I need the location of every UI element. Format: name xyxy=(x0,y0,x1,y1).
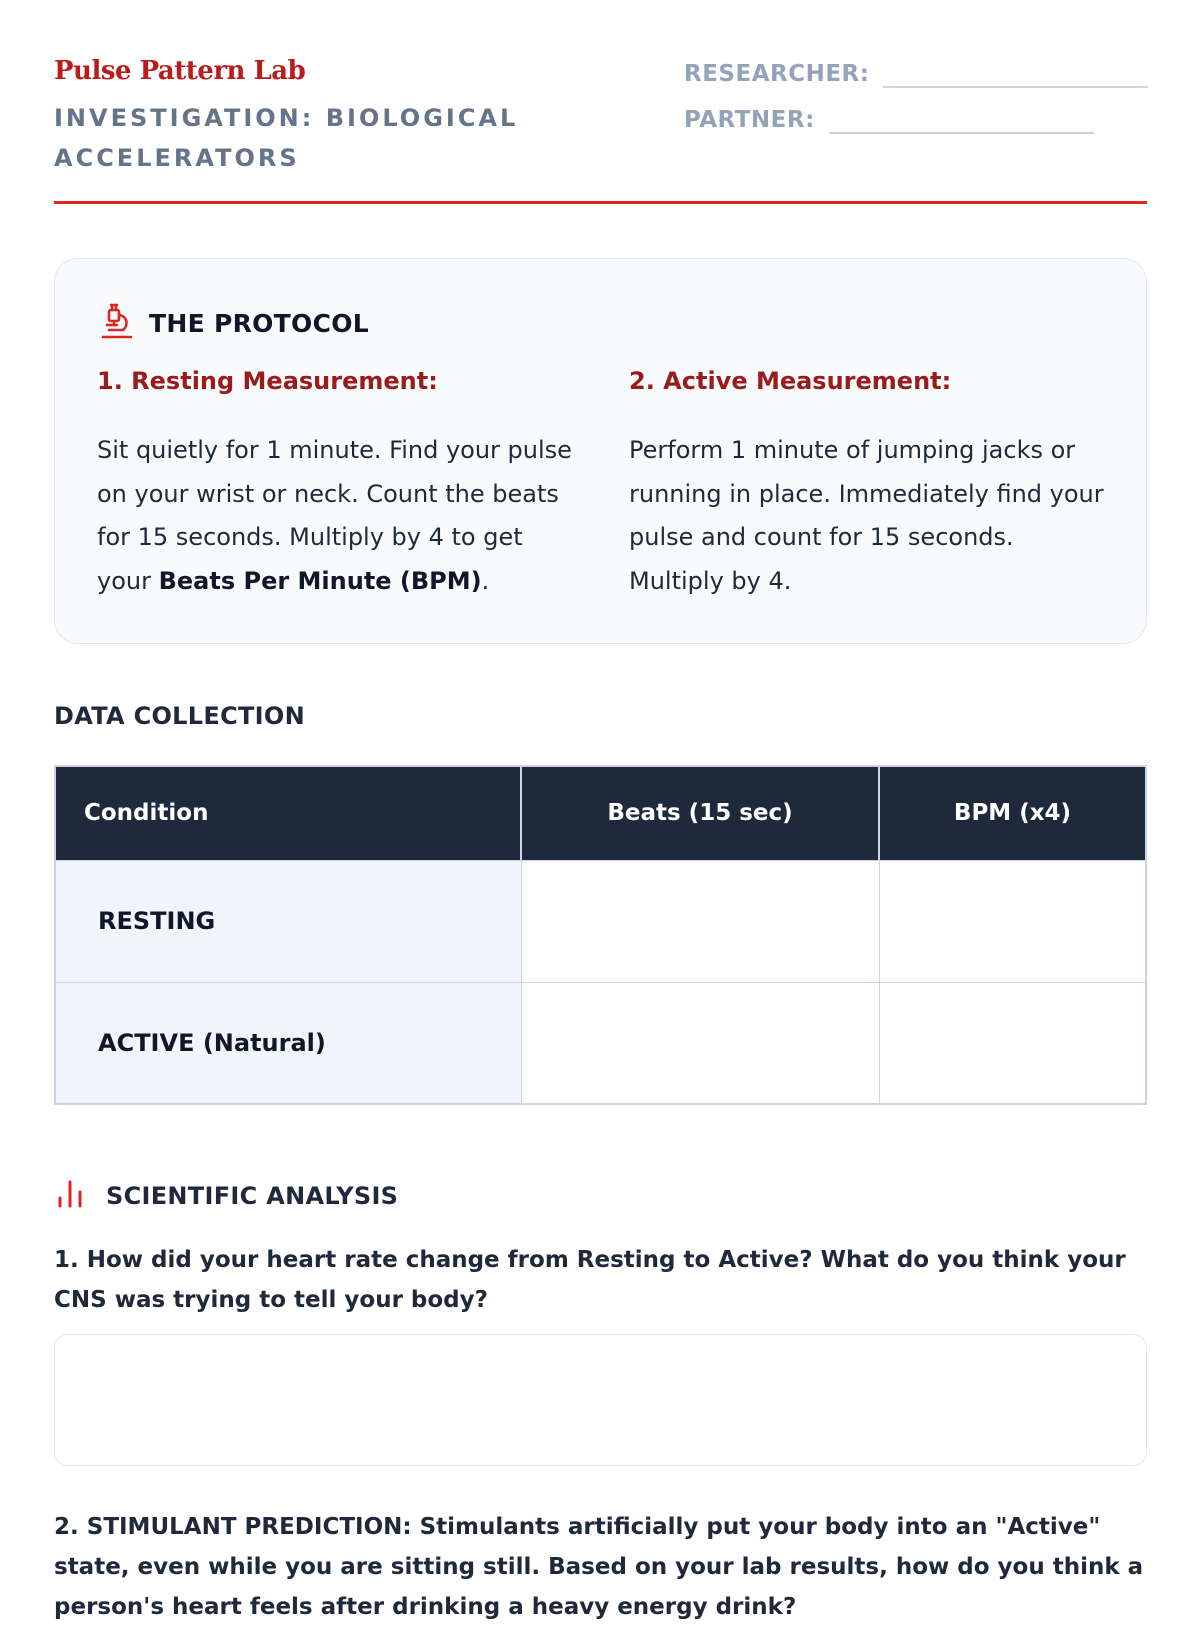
answer-box-1[interactable] xyxy=(54,1334,1147,1466)
researcher-field xyxy=(684,60,1148,88)
data-collection-title: DATA COLLECTION xyxy=(54,702,305,730)
researcher-input-line[interactable] xyxy=(883,60,1148,88)
step-resting-title: 1. Resting Measurement: xyxy=(97,367,438,395)
step-active-text: Perform 1 minute of jumping jacks or running in place. Immediately find your pulse and count for 15 seconds. Multiply by 4. xyxy=(629,436,1104,595)
data-collection-table xyxy=(54,765,1147,1105)
microscope-icon xyxy=(97,301,135,345)
active-bpm-cell[interactable] xyxy=(879,982,1146,1104)
step-resting-bpm-term: Beats Per Minute (BPM) xyxy=(158,566,482,595)
worksheet-header xyxy=(54,56,1147,204)
bar-chart-icon xyxy=(54,1176,88,1216)
step-resting xyxy=(97,367,577,603)
step-resting-text-end: . xyxy=(481,566,490,595)
row-label-active: ACTIVE (Natural) xyxy=(55,982,521,1104)
step-active xyxy=(629,367,1109,603)
column-header-beats: Beats (15 sec) xyxy=(521,766,879,860)
step-resting-text-main: Sit quietly for 1 minute. Find your pulse on your wrist or neck. Count the beats for 15 seconds. Multiply by 4 to get your xyxy=(97,436,572,595)
protocol-box xyxy=(54,258,1147,644)
analysis-title: SCIENTIFIC ANALYSIS xyxy=(106,1182,399,1210)
step-active-title: 2. Active Measurement: xyxy=(629,367,952,395)
column-header-bpm: BPM (x4) xyxy=(879,766,1146,860)
row-label-resting: RESTING xyxy=(55,860,521,982)
analysis-heading xyxy=(54,1176,398,1216)
protocol-title: THE PROTOCOL xyxy=(149,308,370,338)
question-2: 2. STIMULANT PREDICTION: Stimulants artificially put your body into an "Active" state, even while you are sitting still. Based on your lab results, how do you think a person's heart feels after drinking a heavy energy drink? xyxy=(54,1514,1144,1620)
resting-bpm-cell[interactable] xyxy=(879,860,1146,982)
active-beats-cell[interactable] xyxy=(521,982,879,1104)
question-1: 1. How did your heart rate change from Resting to Active? What do you think your CNS was trying to tell your body? xyxy=(54,1247,1126,1313)
partner-field xyxy=(684,106,1094,134)
partner-label: PARTNER: xyxy=(684,107,815,133)
partner-input-line[interactable] xyxy=(829,106,1094,134)
worksheet-page xyxy=(54,0,1147,1620)
column-header-condition: Condition xyxy=(55,766,521,860)
protocol-heading xyxy=(97,301,369,345)
table-header-row xyxy=(55,766,1146,860)
lab-title: Pulse Pattern Lab xyxy=(54,56,306,86)
table-row xyxy=(55,982,1146,1104)
resting-beats-cell[interactable] xyxy=(521,860,879,982)
investigation-subtitle: INVESTIGATION: BIOLOGICAL ACCELERATORS xyxy=(54,104,519,172)
researcher-label: RESEARCHER: xyxy=(684,61,870,87)
step-resting-text xyxy=(97,429,577,603)
table-row xyxy=(55,860,1146,982)
